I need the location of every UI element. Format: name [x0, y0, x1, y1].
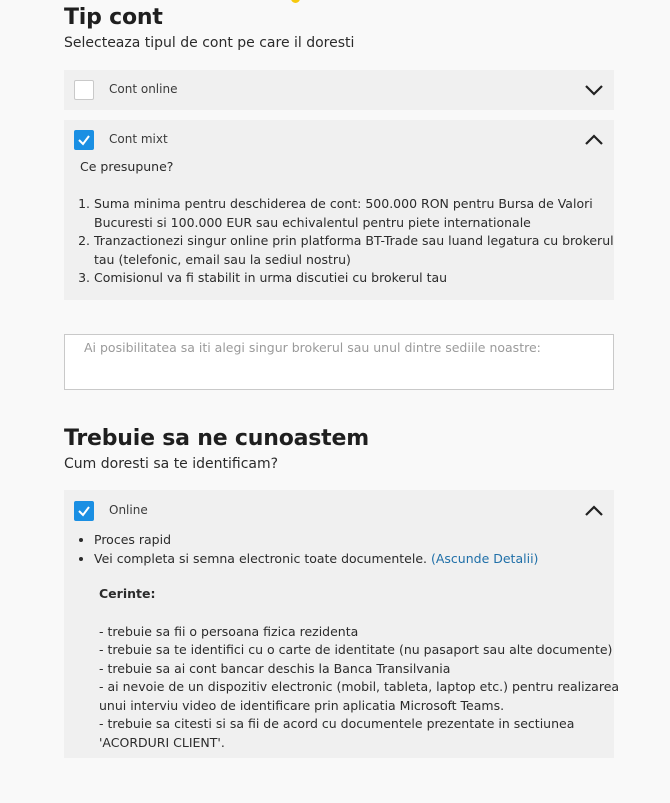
details-question: Ce presupune?	[80, 159, 174, 174]
requirement-line: - trebuie sa citesti si sa fii de acord cu documentele prezentate in sectiunea	[99, 716, 575, 731]
option-label: Online	[109, 503, 148, 517]
check-icon	[77, 504, 91, 518]
requirement-line: - trebuie sa ai cont bancar deschis la Banca Transilvania	[99, 660, 451, 676]
checkbox-online[interactable]	[74, 501, 94, 521]
requirement-line: - trebuie sa te identifici cu o carte de identitate (nu pasaport sau alte documente)	[99, 642, 613, 657]
details-list	[80, 195, 614, 288]
requirement-line: 'ACORDURI CLIENT'.	[99, 734, 225, 750]
chevron-up-icon[interactable]	[584, 505, 604, 517]
option-cont-mixt	[64, 120, 614, 300]
option-online	[64, 490, 620, 758]
requirements-block	[99, 585, 619, 752]
requirement-line: unui interviu video de identificare prin aplicatia Microsoft Teams.	[99, 697, 505, 713]
benefits-list	[80, 531, 538, 568]
checkbox-cont-online[interactable]	[74, 80, 94, 100]
option-label: Cont mixt	[109, 132, 168, 146]
requirement-line: - ai nevoie de un dispozitiv electronic (mobil, tableta, laptop etc.) pentru realizarea	[99, 679, 620, 694]
hide-details-link[interactable]: (Ascunde Detalii)	[430, 550, 539, 566]
list-item: 1. Suma minima pentru deschiderea de cont: 500.000 RON pentru Bursa de Valori Bucuresti si 100.000 EUR sau echivalentul pentru piete internationale	[94, 195, 614, 232]
identification-subtitle: Cum doresti sa te identificam?	[64, 456, 279, 472]
list-item: 3. Comisionul va fi stabilit in urma discutiei cu brokerul tau	[94, 269, 614, 288]
account-type-title: Tip cont	[64, 5, 163, 30]
option-cont-online[interactable]	[64, 70, 614, 110]
list-item: 2. Tranzactionezi singur online prin platforma BT-Trade sau luand legatura cu brokerul tau (telefonic, email sau la sediul nostru)	[94, 232, 614, 269]
account-type-subtitle: Selecteaza tipul de cont pe care il doresti	[64, 35, 355, 51]
chevron-down-icon[interactable]	[584, 84, 604, 96]
broker-select-input[interactable]	[82, 339, 596, 356]
checkbox-cont-mixt[interactable]	[74, 130, 94, 150]
requirement-line: - trebuie sa fii o persoana fizica rezidenta	[99, 623, 359, 639]
decorative-dot	[291, 0, 300, 3]
requirements-title: Cerinte:	[99, 586, 156, 601]
list-item: • Vei completa si semna electronic toate documentele. (Ascunde Detalii)	[94, 550, 538, 569]
chevron-up-icon[interactable]	[584, 134, 604, 146]
list-item: • Proces rapid	[94, 531, 538, 550]
option-label: Cont online	[109, 82, 178, 96]
broker-select-field[interactable]	[64, 334, 614, 390]
check-icon	[77, 133, 91, 147]
identification-title: Trebuie sa ne cunoastem	[64, 426, 369, 451]
